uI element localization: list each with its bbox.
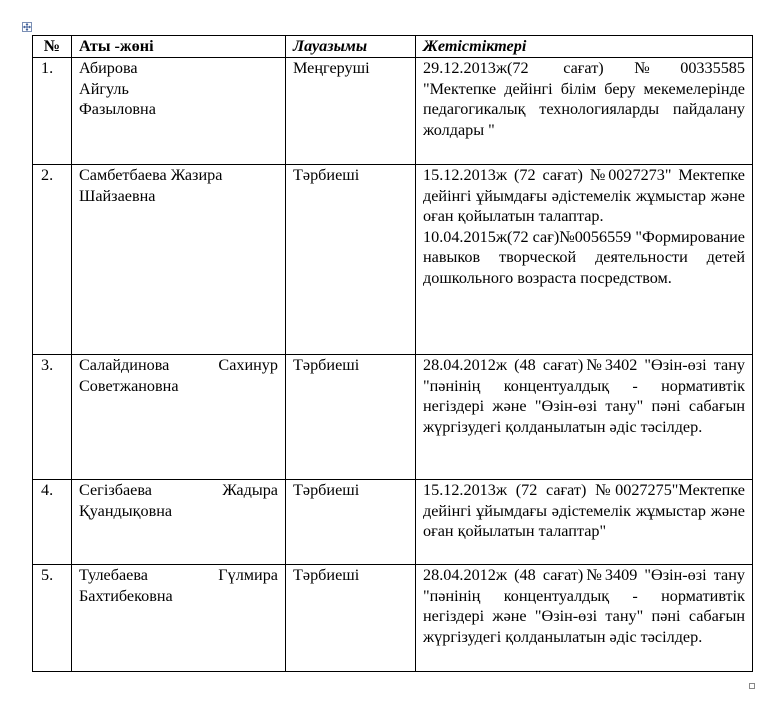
- table-row: [33, 480, 753, 565]
- name-line: Айгуль: [79, 79, 129, 98]
- table-row: [33, 58, 753, 165]
- achievement-text: "Мектепке дейінгі білім беру мекемелерінде педагогикалық технологияларды пайдалану жолдары ": [423, 79, 745, 139]
- name-line: Сегізбаева Жадыра: [79, 481, 278, 499]
- row-achievements: [416, 58, 753, 165]
- name-line: Тулебаева Гүлмира: [79, 566, 278, 584]
- row-achievements: [416, 565, 753, 672]
- row-position: Тәрбиеші: [286, 565, 416, 672]
- table-resize-handle[interactable]: [749, 683, 755, 689]
- name-line: Абирова: [79, 59, 138, 77]
- row-name: [72, 165, 286, 355]
- achievement-text: 29.12.2013ж(72 сағат)№00335585: [423, 59, 745, 77]
- row-position: Тәрбиеші: [286, 355, 416, 480]
- row-name: [72, 480, 286, 565]
- row-achievements: [416, 165, 753, 355]
- achievement-text: 15.12.2013ж (72 сағат) №0027273" Мектепке дейінгі ұйымдағы әдістемелік жұмыстар және оған қойылатын талаптар.: [423, 166, 745, 225]
- table-row: [33, 165, 753, 355]
- table-row: [33, 565, 753, 672]
- row-name: [72, 58, 286, 165]
- achievement-text: 28.04.2012ж (48 сағат)№3409 "Өзін-өзі тану "пәнінің концентуалдық - нормативтік негіздері және "Өзін-өзі тану" пәні сабағын жүргізудегі қолданылатын әдіс тәсілдер.: [423, 566, 745, 646]
- achievement-text: 15.12.2013ж (72 сағат) №0027275"Мектепке дейінгі ұйымдағы әдістемелік жұмыстар және оған қойылатын талаптар": [423, 481, 745, 540]
- row-achievements: [416, 480, 753, 565]
- name-line: Фазыловна: [79, 100, 156, 118]
- name-line: Қуандықовна: [79, 501, 173, 520]
- header-number: №: [33, 36, 72, 58]
- table-move-handle[interactable]: [22, 22, 32, 32]
- name-line: Шайзаевна: [79, 186, 156, 205]
- header-achievements: Жетістіктері: [416, 36, 753, 58]
- row-number: 1.: [33, 58, 72, 165]
- row-position: Тәрбиеші: [286, 480, 416, 565]
- row-achievements: [416, 355, 753, 480]
- name-line: Бахтибековна: [79, 586, 173, 605]
- name-line: Советжановна: [79, 376, 179, 395]
- table-header-row: [33, 36, 753, 58]
- row-number: 5.: [33, 565, 72, 672]
- table-row: [33, 355, 753, 480]
- move-arrows-icon: [23, 23, 31, 31]
- achievement-text: 28.04.2012ж (48 сағат)№3402 "Өзін-өзі тану "пәнінің концентуалдық - нормативтік негіздері және "Өзін-өзі тану" пәні сабағын жүргізудегі қолданылатын әдіс тәсілдер.: [423, 356, 745, 436]
- row-name: [72, 355, 286, 480]
- row-number: 3.: [33, 355, 72, 480]
- header-name: Аты -жөні: [72, 36, 286, 58]
- row-name: [72, 565, 286, 672]
- name-line: Салайдинова Сахинур: [79, 356, 278, 374]
- achievement-text: 10.04.2015ж(72 сағ)№0056559 "Формирование навыков творческой деятельности детей дошкольного возраста посредством.: [423, 227, 745, 287]
- staff-achievements-table: [32, 35, 753, 672]
- name-line: Самбетбаева Жазира: [79, 166, 223, 184]
- row-position: Тәрбиеші: [286, 165, 416, 355]
- row-number: 2.: [33, 165, 72, 355]
- row-position: Меңгеруші: [286, 58, 416, 165]
- header-position: Лауазымы: [286, 36, 416, 58]
- row-number: 4.: [33, 480, 72, 565]
